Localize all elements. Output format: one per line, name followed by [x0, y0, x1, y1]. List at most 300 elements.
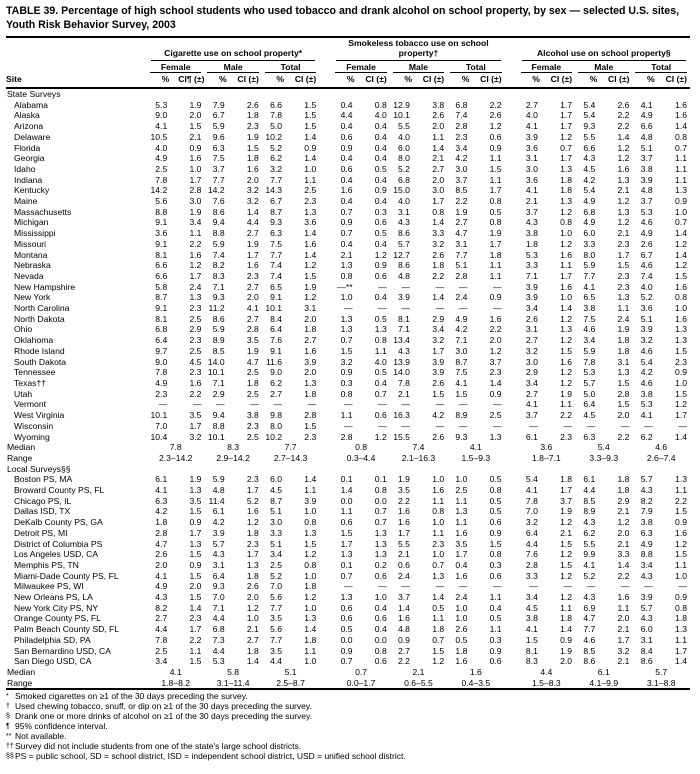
group-gap — [505, 646, 518, 657]
value-cell: 6.6 — [270, 99, 283, 110]
site-cell: Arizona — [14, 121, 44, 132]
value-cell: 2.7 — [155, 613, 168, 624]
value-cell: 2.1 — [398, 388, 410, 399]
value-cell: 0.8 — [675, 292, 687, 303]
value-cell: 1.3 — [304, 206, 317, 217]
value-cell: 0.7 — [675, 142, 687, 153]
value-cell: 2.6 — [525, 313, 538, 324]
value-cell: 1.8 — [304, 388, 317, 399]
section-label: Local Surveys§§ — [7, 463, 71, 474]
value-cell: 2.6 — [246, 99, 259, 110]
value-cell: 10.1 — [207, 367, 225, 378]
value-cell: 2.8 — [525, 559, 538, 570]
group-gap — [505, 207, 518, 218]
value-cell: — — [250, 399, 259, 410]
ci-head: CI (±) — [421, 73, 447, 88]
value-cell: 4.0 — [398, 196, 410, 207]
value-cell: 6.9 — [583, 602, 596, 613]
group-gap — [505, 100, 518, 111]
value-cell: 7.7 — [270, 634, 283, 645]
value-cell: 9.1 — [270, 345, 283, 356]
value-cell: 1.7 — [189, 624, 202, 635]
value-cell: 12.9 — [393, 99, 410, 110]
table-row — [6, 485, 690, 496]
value-cell: 9.3 — [455, 431, 468, 442]
value-cell: 3.2 — [270, 163, 283, 174]
site-head-spacer — [6, 61, 147, 74]
value-cell: 1.8 — [617, 485, 630, 496]
column-group-alcohol: Alcohol use on school property§ — [518, 37, 690, 60]
value-cell: 7.8 — [398, 377, 410, 388]
value-cell: 1.3 — [432, 570, 445, 581]
value-cell: 0.4 — [374, 377, 387, 388]
value-cell: 1.7 — [489, 238, 502, 249]
table-row — [6, 357, 690, 368]
value-cell: 5.7 — [640, 602, 653, 613]
value-cell: 1.3 — [675, 185, 687, 196]
value-cell: 1.8 — [304, 634, 317, 645]
value-cell: 1.8 — [246, 570, 259, 581]
group-gap — [319, 517, 332, 528]
value-cell: 2.5 — [270, 559, 283, 570]
value-cell: 2.8 — [155, 527, 168, 538]
value-cell: 5.6 — [270, 624, 283, 635]
value-cell: 2.6 — [455, 624, 468, 635]
value-cell: 1.0 — [246, 613, 259, 624]
group-gap — [319, 432, 332, 443]
value-cell: 6.4 — [212, 570, 225, 581]
group-gap — [319, 678, 332, 690]
value-cell: 9.4 — [212, 217, 225, 228]
site-cell: Alaska — [14, 110, 40, 121]
value-cell: 4.9 — [155, 153, 168, 164]
value-cell: — — [435, 420, 445, 431]
subhead-total: Total — [262, 61, 319, 74]
summary-label: Median — [7, 442, 36, 453]
value-cell: 2.6 — [489, 110, 502, 121]
value-cell: 7.1 — [212, 602, 225, 613]
value-cell: 5.0 — [270, 121, 283, 132]
value-cell: 0.8 — [374, 645, 387, 656]
table-row — [6, 506, 690, 517]
value-cell: 1.2 — [560, 313, 573, 324]
site-cell: Delaware — [14, 131, 51, 142]
value-cell: 1.8 — [560, 174, 573, 185]
value-cell: 0.0 — [340, 634, 353, 645]
subhead-female: Female — [518, 61, 575, 74]
value-cell: 0.5 — [340, 624, 353, 635]
value-cell: 1.6 — [189, 249, 202, 260]
value-cell: 3.4 — [155, 656, 168, 667]
value-cell: 1.4 — [675, 656, 687, 667]
value-cell: 4.9 — [583, 196, 596, 207]
summary-cell: 1.5–9.3 — [461, 452, 491, 463]
value-cell: 3.1 — [398, 206, 410, 217]
value-cell: 0.3 — [489, 634, 502, 645]
value-cell: 8.4 — [640, 645, 653, 656]
value-cell: 1.1 — [489, 624, 502, 635]
summary-cell: 1.8–7.1 — [532, 452, 561, 463]
value-cell: 1.0 — [432, 517, 445, 528]
value-cell: 1.2 — [560, 335, 573, 346]
value-cell: 10.2 — [265, 131, 283, 142]
value-cell: — — [378, 281, 387, 292]
value-cell: 7.4 — [640, 270, 653, 281]
value-cell: 3.5 — [455, 538, 468, 549]
value-cell: 1.2 — [432, 656, 445, 667]
value-cell: 1.0 — [675, 303, 687, 314]
site-cell: Montana — [14, 249, 48, 260]
value-cell: 5.6 — [270, 592, 283, 603]
value-cell: 2.1 — [340, 249, 353, 260]
table-row — [6, 346, 690, 357]
site-cell: District of Columbia PS — [14, 538, 103, 549]
value-cell: 4.7 — [583, 613, 596, 624]
value-cell: 0.4 — [374, 153, 387, 164]
group-gap — [505, 196, 518, 207]
value-cell: 8.5 — [583, 645, 596, 656]
group-gap — [505, 367, 518, 378]
value-cell: 6.3 — [212, 142, 225, 153]
value-cell: 1.7 — [432, 196, 445, 207]
table-row — [6, 410, 690, 421]
value-cell: 1.9 — [246, 238, 259, 249]
summary-cell: 4.4 — [540, 666, 553, 677]
table-row — [6, 378, 690, 389]
value-cell: 1.2 — [617, 217, 630, 228]
group-gap — [319, 292, 332, 303]
value-cell: 1.0 — [455, 474, 468, 485]
value-cell: 0.4 — [455, 559, 468, 570]
value-cell: 4.2 — [583, 174, 596, 185]
value-cell: 1.2 — [617, 142, 630, 153]
group-gap — [319, 581, 332, 592]
value-cell: 0.9 — [304, 142, 317, 153]
site-cell: Oklahoma — [14, 335, 54, 346]
summary-cell: 4.1 — [169, 666, 182, 677]
summary-cell: 7.4 — [412, 442, 425, 453]
value-cell: 3.5 — [189, 410, 202, 421]
value-cell: 1.1 — [489, 592, 502, 603]
summary-cell: 0.8 — [355, 442, 368, 453]
value-cell: 6.1 — [212, 506, 225, 517]
table-row — [6, 432, 690, 443]
summary-cell: 3.1–11.4 — [216, 677, 250, 688]
value-cell: 7.8 — [155, 367, 168, 378]
value-cell: 2.2 — [617, 110, 630, 121]
value-cell: 6.6 — [583, 142, 596, 153]
value-cell: 3.8 — [640, 388, 653, 399]
group-gap — [319, 217, 332, 228]
value-cell: 12.7 — [393, 249, 410, 260]
value-cell: 1.7 — [246, 249, 259, 260]
footnotes — [6, 692, 693, 761]
value-cell: 3.1 — [617, 356, 630, 367]
value-cell: 3.1 — [525, 324, 538, 335]
value-cell: 5.4 — [640, 356, 653, 367]
value-cell: 6.6 — [640, 121, 653, 132]
value-cell: 3.9 — [432, 367, 445, 378]
value-cell: 1.8 — [455, 645, 468, 656]
value-cell: 5.2 — [583, 570, 596, 581]
value-cell: — — [401, 399, 410, 410]
group-gap — [505, 73, 518, 88]
value-cell: 2.1 — [617, 624, 630, 635]
value-cell: 3.7 — [525, 206, 538, 217]
value-cell: 8.7 — [270, 495, 283, 506]
value-cell: 2.0 — [432, 121, 445, 132]
footnote: ††Survey did not include students from one of the state's large school districts. — [6, 740, 302, 751]
value-cell: 4.8 — [398, 270, 410, 281]
value-cell: 8.9 — [583, 506, 596, 517]
value-cell: — — [586, 581, 596, 592]
value-cell: 7.8 — [525, 495, 538, 506]
value-cell: 4.9 — [640, 228, 653, 239]
value-cell: 1.8 — [560, 613, 573, 624]
value-cell: 1.4 — [560, 303, 573, 314]
value-cell: 0.7 — [432, 634, 445, 645]
value-cell: 5.4 — [525, 474, 538, 485]
value-cell: 1.3 — [675, 474, 687, 485]
value-cell: — — [216, 399, 225, 410]
value-cell: 1.8 — [617, 335, 630, 346]
value-cell: 14.2 — [207, 185, 225, 196]
group-gap — [319, 646, 332, 657]
value-cell: 1.7 — [617, 249, 630, 260]
value-cell: 1.1 — [617, 602, 630, 613]
group-gap — [505, 217, 518, 228]
value-cell: 6.3 — [640, 527, 653, 538]
value-cell: 0.6 — [489, 517, 502, 528]
value-cell: 1.0 — [455, 602, 468, 613]
summary-label: Range — [7, 452, 33, 463]
group-gap — [319, 271, 332, 282]
value-cell: 1.6 — [489, 313, 502, 324]
data-table — [6, 36, 690, 690]
value-cell: 7.1 — [398, 324, 410, 335]
value-cell: 0.8 — [675, 131, 687, 142]
value-cell: 1.1 — [560, 399, 573, 410]
value-cell: 2.3 — [155, 388, 168, 399]
value-cell: 6.1 — [525, 431, 538, 442]
summary-cell: 2.9–14.2 — [216, 452, 250, 463]
value-cell: 0.8 — [432, 206, 445, 217]
table-row — [6, 613, 690, 624]
group-gap — [319, 496, 332, 507]
value-cell: 1.0 — [304, 570, 317, 581]
value-cell: 2.5 — [246, 431, 259, 442]
value-cell: 9.1 — [270, 292, 283, 303]
value-cell: — — [458, 281, 468, 292]
value-cell: 2.1 — [617, 506, 630, 517]
value-cell: 1.4 — [560, 624, 573, 635]
value-cell: 5.3 — [525, 249, 538, 260]
value-cell: 2.4 — [398, 570, 410, 581]
value-cell: 2.9 — [189, 324, 202, 335]
value-cell: 3.9 — [640, 324, 653, 335]
value-cell: 1.5 — [189, 549, 202, 560]
value-cell: 1.1 — [489, 153, 502, 164]
value-cell: 4.1 — [525, 185, 538, 196]
value-cell: 1.9 — [246, 345, 259, 356]
value-cell: 1.5 — [675, 388, 687, 399]
value-cell: 2.1 — [432, 153, 445, 164]
value-cell: 5.3 — [155, 99, 168, 110]
site-cell: South Dakota — [14, 356, 67, 367]
value-cell: 1.4 — [675, 431, 687, 442]
value-cell: 1.8 — [246, 110, 259, 121]
value-cell: 7.0 — [212, 592, 225, 603]
value-cell: 7.7 — [583, 624, 596, 635]
value-cell: 5.2 — [246, 495, 259, 506]
value-cell: 6.5 — [270, 281, 283, 292]
table-row — [6, 292, 690, 303]
value-cell: 1.3 — [189, 292, 202, 303]
value-cell: 0.2 — [374, 559, 387, 570]
site-cell: San Bernardino USD, CA — [14, 645, 111, 656]
value-cell: 0.0 — [374, 495, 387, 506]
group-gap — [505, 378, 518, 389]
value-cell: — — [458, 399, 468, 410]
site-cell: Missouri — [14, 238, 46, 249]
value-cell: 0.4 — [374, 142, 387, 153]
table-row — [6, 314, 690, 325]
value-cell: 6.8 — [212, 624, 225, 635]
table-row — [6, 132, 690, 143]
value-cell: 7.8 — [155, 634, 168, 645]
group-gap — [319, 228, 332, 239]
site-cell: North Dakota — [14, 313, 65, 324]
table-row — [6, 250, 690, 261]
value-cell: 2.1 — [525, 196, 538, 207]
value-cell: 4.9 — [640, 538, 653, 549]
value-cell: 4.4 — [155, 624, 168, 635]
value-cell: 1.7 — [189, 527, 202, 538]
value-cell: 3.5 — [398, 485, 410, 496]
value-cell: 1.6 — [398, 613, 410, 624]
value-cell: 1.4 — [617, 559, 630, 570]
value-cell: 1.6 — [189, 377, 202, 388]
value-cell: 4.4 — [270, 656, 283, 667]
value-cell: 6.8 — [583, 206, 596, 217]
value-cell: 1.6 — [675, 110, 687, 121]
value-cell: 7.4 — [212, 249, 225, 260]
site-cell: Wyoming — [14, 431, 50, 442]
value-cell: 2.1 — [189, 131, 202, 142]
value-cell: 1.1 — [560, 260, 573, 271]
value-cell: 2.5 — [455, 485, 468, 496]
value-cell: 1.1 — [189, 645, 202, 656]
value-cell: 1.9 — [455, 206, 468, 217]
value-cell: 0.1 — [340, 559, 353, 570]
value-cell: 4.4 — [246, 217, 259, 228]
value-cell: 2.5 — [189, 345, 202, 356]
value-cell: 3.9 — [525, 131, 538, 142]
group-gap — [505, 175, 518, 186]
value-cell: 1.1 — [432, 613, 445, 624]
value-cell: 3.2 — [640, 335, 653, 346]
value-cell: 5.9 — [212, 474, 225, 485]
group-gap — [505, 389, 518, 400]
summary-cell: 0.4–3.5 — [461, 677, 491, 688]
value-cell: 1.8 — [432, 624, 445, 635]
value-cell: 16.3 — [393, 410, 410, 421]
value-cell: 5.9 — [212, 121, 225, 132]
value-cell: 1.1 — [489, 174, 502, 185]
site-cell: Idaho — [14, 163, 36, 174]
group-gap — [505, 143, 518, 154]
summary-cell: 8.3 — [227, 442, 240, 453]
value-cell: 1.7 — [560, 121, 573, 132]
group-gap — [319, 37, 332, 60]
value-cell: 2.3 — [617, 270, 630, 281]
group-gap — [505, 335, 518, 346]
value-cell: 13.4 — [393, 335, 410, 346]
value-cell: 2.0 — [246, 592, 259, 603]
value-cell: 1.4 — [340, 485, 353, 496]
value-cell: 8.5 — [212, 345, 225, 356]
value-cell: 1.3 — [675, 324, 687, 335]
value-cell: 4.0 — [155, 142, 168, 153]
value-cell: 4.3 — [398, 345, 410, 356]
value-cell: 2.2 — [560, 410, 573, 421]
value-cell: 6.3 — [270, 228, 283, 239]
value-cell: 3.9 — [304, 495, 317, 506]
value-cell: 1.4 — [617, 131, 630, 142]
value-cell: 1.1 — [675, 174, 687, 185]
value-cell: 1.1 — [340, 410, 353, 421]
pct-head: % — [332, 73, 363, 88]
value-cell: 4.6 — [640, 345, 653, 356]
value-cell: 2.2 — [189, 388, 202, 399]
value-cell: 4.1 — [155, 121, 168, 132]
value-cell: 3.9 — [432, 356, 445, 367]
value-cell: 2.6 — [432, 431, 445, 442]
value-cell: 3.4 — [583, 335, 596, 346]
value-cell: 2.5 — [246, 388, 259, 399]
value-cell: 1.4 — [432, 217, 445, 228]
group-gap — [505, 250, 518, 261]
value-cell: 0.8 — [675, 602, 687, 613]
value-cell: 1.3 — [560, 196, 573, 207]
site-cell: North Carolina — [14, 303, 70, 314]
value-cell: 8.7 — [155, 292, 168, 303]
value-cell: 1.2 — [489, 345, 502, 356]
value-cell: 0.4 — [374, 174, 387, 185]
value-cell: 1.9 — [560, 645, 573, 656]
site-cell: Milwaukee PS, WI — [14, 581, 84, 592]
value-cell: 3.9 — [640, 174, 653, 185]
value-cell: 4.8 — [640, 131, 653, 142]
table-row — [6, 367, 690, 378]
value-cell: 1.8 — [304, 581, 317, 592]
value-cell: 6.8 — [455, 99, 468, 110]
value-cell: 3.2 — [340, 356, 353, 367]
group-gap — [505, 613, 518, 624]
table-row — [6, 121, 690, 132]
value-cell: — — [343, 420, 353, 431]
value-cell: 3.7 — [640, 153, 653, 164]
value-cell: 0.6 — [340, 131, 353, 142]
value-cell: 1.2 — [246, 602, 259, 613]
table-row — [6, 399, 690, 410]
value-cell: 0.6 — [374, 410, 387, 421]
value-cell: 1.9 — [489, 228, 502, 239]
value-cell: 1.6 — [398, 506, 410, 517]
value-cell: 1.2 — [560, 206, 573, 217]
value-cell: 1.5 — [617, 260, 630, 271]
value-cell: 10.1 — [265, 303, 283, 314]
